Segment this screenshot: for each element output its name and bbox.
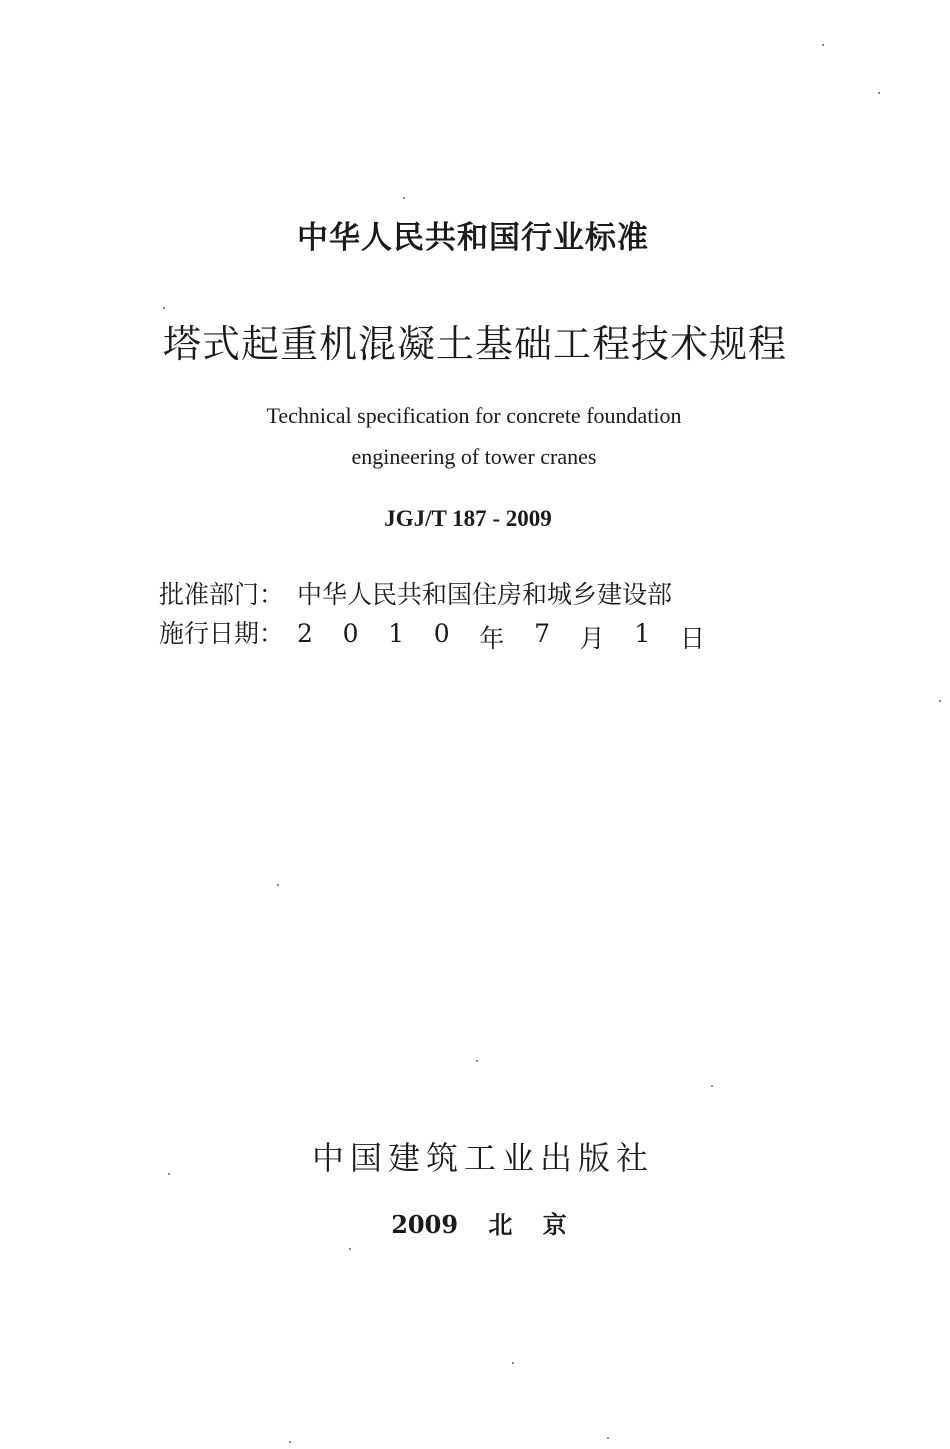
date-part: 日 (679, 624, 705, 653)
scan-speck (289, 1441, 291, 1443)
standard-category: 中华人民共和国行业标准 (297, 220, 649, 256)
date-part: 月 (579, 624, 605, 653)
publication-year-city (4, 1205, 950, 1240)
standard-code: JGJ/T 187 - 2009 (384, 506, 552, 531)
scan-speck (403, 197, 405, 199)
date-part: 0 (433, 619, 450, 648)
title-chinese: 塔式起重机混凝土基础工程技术规程 (162, 322, 787, 366)
scan-speck (822, 44, 824, 46)
scan-speck (607, 1437, 609, 1439)
scan-speck (168, 1173, 170, 1175)
date-part: 1 (634, 619, 651, 648)
title-english (0, 395, 949, 477)
approval-row (159, 575, 672, 611)
effective-date-value (297, 619, 705, 655)
scan-speck (939, 700, 941, 702)
scan-speck (476, 1060, 478, 1062)
effective-date-label: 施行日期： (159, 619, 285, 648)
date-part: 0 (342, 619, 359, 648)
date-part: 2 (297, 619, 313, 648)
scan-speck (349, 1248, 351, 1250)
publisher: 中国建筑工业出版社 (311, 1139, 654, 1177)
scan-speck (878, 92, 880, 94)
scan-speck (711, 1085, 713, 1087)
date-part: 7 (534, 619, 550, 648)
scan-speck (163, 307, 165, 309)
date-part: 年 (479, 624, 505, 653)
effective-date-row (159, 614, 705, 655)
approval-value: 中华人民共和国住房和城乡建设部 (297, 580, 673, 609)
scan-speck (512, 1362, 514, 1364)
date-part: 1 (388, 619, 405, 648)
scan-speck (277, 884, 279, 886)
title-english-line-2: engineering of tower cranes (351, 444, 597, 469)
publication-city-char: 京 (542, 1210, 567, 1239)
publication-year: 2009 (391, 1210, 459, 1239)
approval-label: 批准部门： (159, 580, 285, 609)
publication-city-char: 北 (488, 1210, 513, 1239)
title-english-line-1: Technical specification for concrete foundation (266, 403, 682, 428)
